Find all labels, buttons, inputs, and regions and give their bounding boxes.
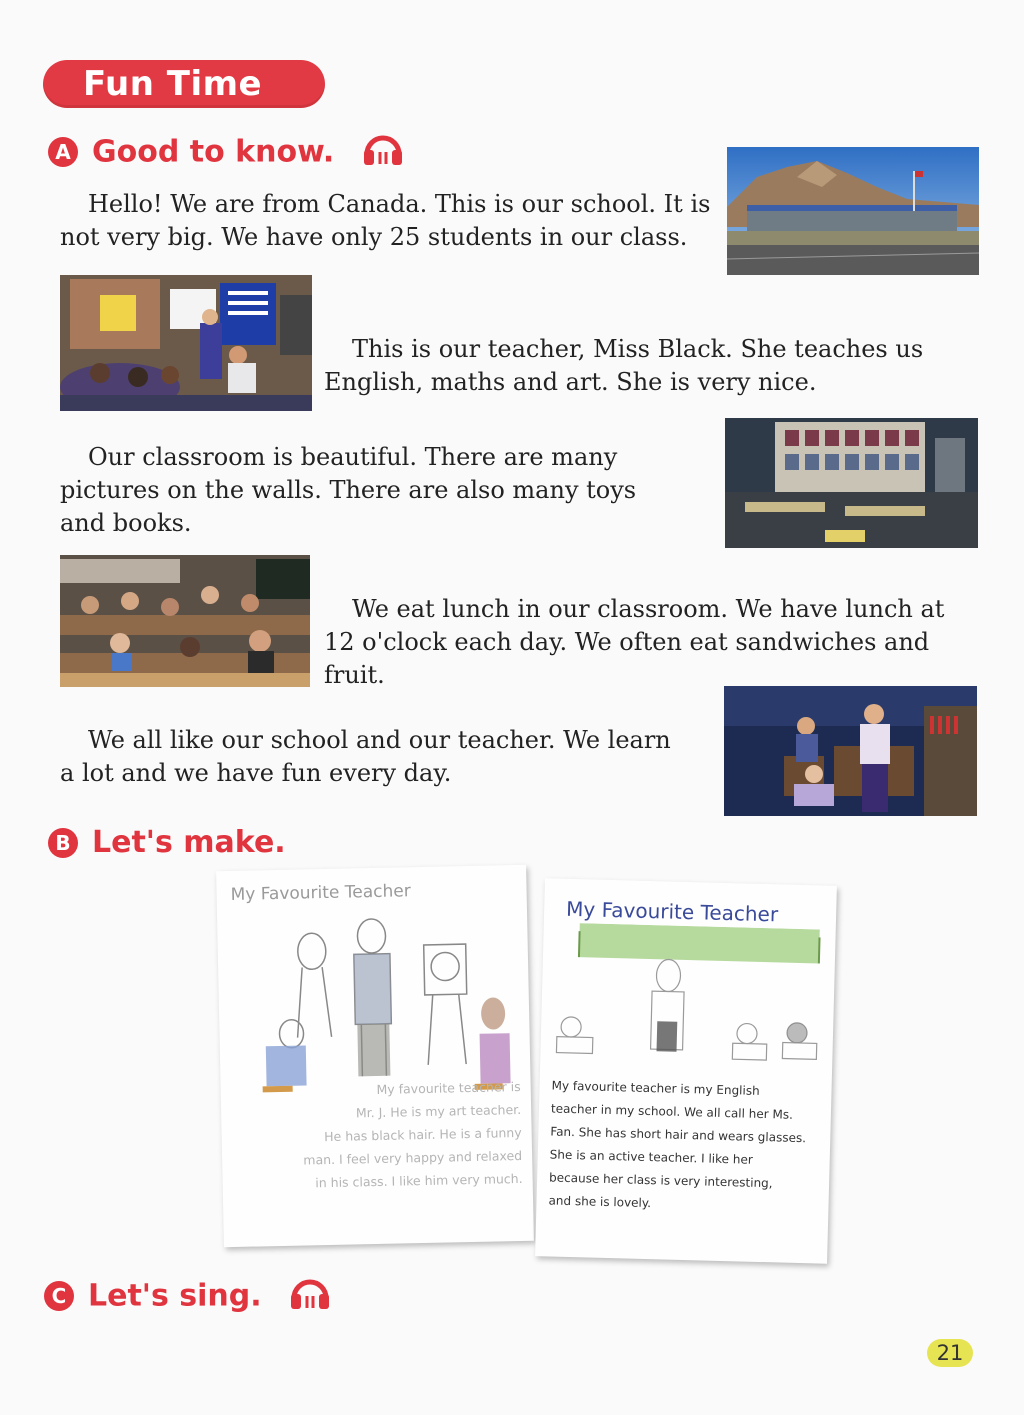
paragraph-teacher: This is our teacher, Miss Black. She teaches us English, maths and art. She is very nice.: [324, 335, 924, 396]
section-c-title: Let's sing.: [88, 1278, 262, 1314]
section-a-title: Good to know.: [92, 134, 335, 170]
worksheet-1-title: My Favourite Teacher: [230, 881, 411, 905]
section-a-badge: A: [48, 137, 78, 167]
worksheet-art-teacher: [216, 865, 534, 1247]
headphones-icon[interactable]: [361, 128, 405, 176]
paragraph-lunch: We eat lunch in our classroom. We have lunch at 12 o'clock each day. We often eat sandwiches and fruit.: [324, 595, 945, 689]
headphones-icon[interactable]: [288, 1272, 332, 1320]
worksheet-2-title: My Favourite Teacher: [565, 896, 779, 927]
worksheet-2-text: My favourite teacher is my English teacher in my school. We all call her Ms. Fan. She has short hair and wears glasses. She is an active teacher. I like her because her class is very interesting, and she is lovely.: [548, 1078, 807, 1211]
page-number: 21: [927, 1339, 973, 1367]
section-b-badge: B: [48, 828, 78, 858]
section-b-heading: [48, 824, 286, 860]
worksheet-2-drawing: [546, 922, 830, 1079]
worksheet-1-text: My favourite teacher is Mr. J. He is my art teacher. He has black hair. He is a funny man. I feel very happy and relaxed in his class. I like him very much.: [303, 1078, 523, 1191]
paragraph-classroom: Our classroom is beautiful. There are many pictures on the walls. There are also many toys and books.: [60, 443, 637, 537]
paragraph-fun: We all like our school and our teacher. We learn a lot and we have fun every day.: [60, 726, 671, 787]
section-c-heading: [44, 1272, 332, 1320]
section-b-title: Let's make.: [92, 825, 286, 860]
paragraph-school: Hello! We are from Canada. This is our school. It is not very big. We have only 25 students in our class.: [60, 190, 711, 251]
school-photo: [727, 147, 979, 275]
fun-time-title: Fun Time: [83, 64, 263, 104]
library-photo: [724, 686, 977, 816]
worksheet-english-teacher: [535, 878, 837, 1264]
lunch-photo: [60, 555, 310, 687]
fun-time-banner: [43, 60, 325, 108]
classroom-photo: [725, 418, 978, 548]
teacher-photo: [60, 275, 312, 411]
section-c-badge: C: [44, 1281, 74, 1311]
section-a-heading: [48, 128, 405, 176]
